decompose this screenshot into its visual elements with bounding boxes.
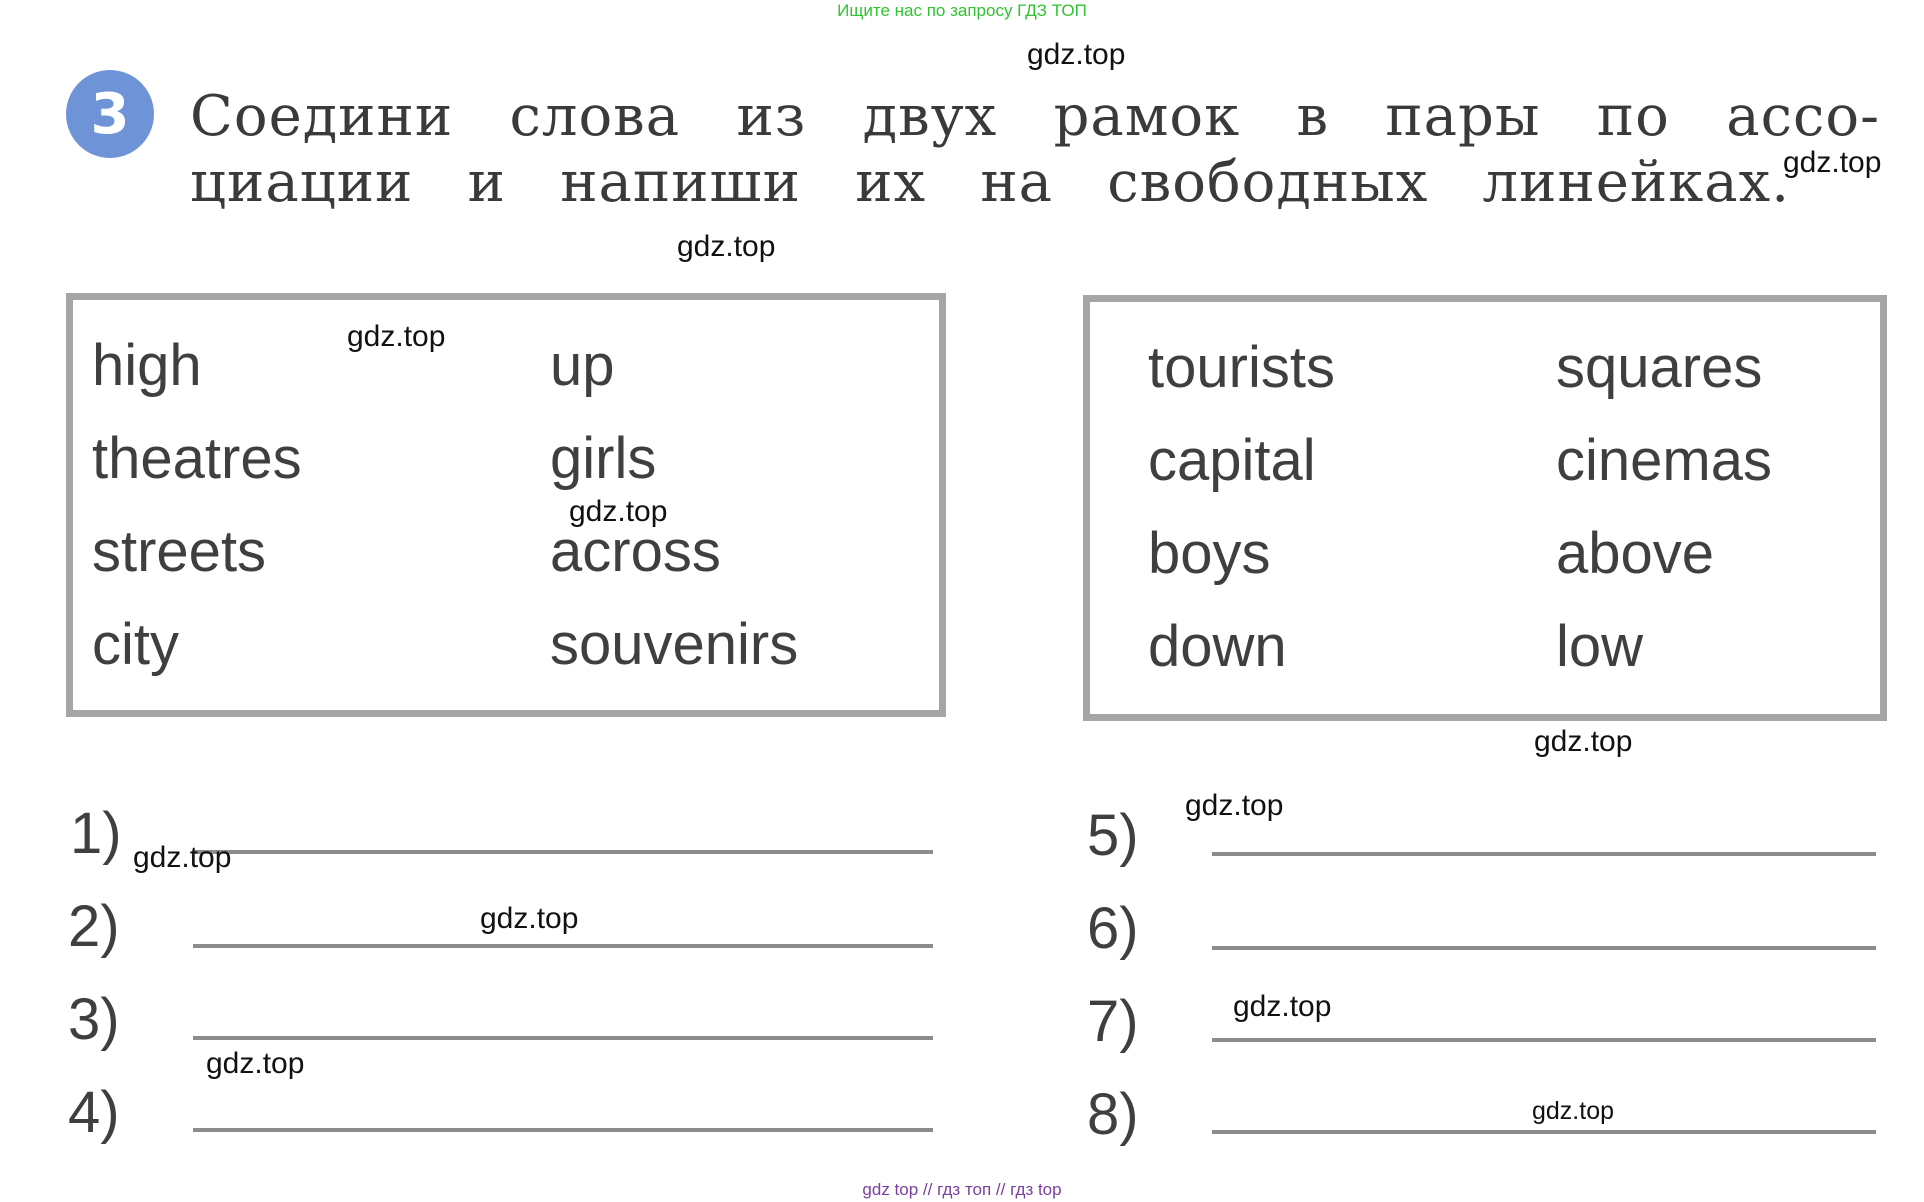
answer-number-2: 2) — [68, 894, 120, 959]
answer-line-5[interactable] — [1212, 852, 1876, 856]
header-banner[interactable]: Ищите нас по запросу ГДЗ ТОП — [837, 1, 1087, 20]
answer-number-7: 7) — [1087, 989, 1139, 1054]
word-left-col1-4: city — [92, 612, 179, 677]
word-left-col1-2: theatres — [92, 426, 302, 491]
word-left-col1-1: high — [92, 333, 202, 398]
word-right-col1-3: boys — [1148, 521, 1271, 586]
footer-banner[interactable]: gdz top // гдз топ // гдз top — [862, 1180, 1062, 1199]
word-left-col2-1: up — [550, 333, 615, 398]
word-right-col2-1: squares — [1556, 335, 1763, 400]
word-right-col2-2: cinemas — [1556, 428, 1772, 493]
word-right-col2-4: low — [1556, 614, 1644, 679]
watermark: gdz.top — [133, 841, 232, 874]
answer-line-6[interactable] — [1212, 946, 1876, 950]
watermark: gdz.top — [1233, 990, 1332, 1023]
answer-number-5: 5) — [1087, 803, 1139, 868]
watermark: gdz.top — [480, 902, 579, 935]
answer-number-8: 8) — [1087, 1082, 1139, 1147]
answer-line-4[interactable] — [193, 1128, 933, 1132]
word-left-col1-3: streets — [92, 519, 267, 584]
watermark: gdz.top — [677, 230, 776, 263]
word-right-col1-1: tourists — [1148, 335, 1335, 400]
watermark: gdz.top — [1027, 38, 1126, 71]
answer-line-2[interactable] — [193, 944, 933, 948]
watermark: gdz.top — [206, 1047, 305, 1080]
word-left-col2-2: girls — [550, 426, 657, 491]
watermark: gdz.top — [569, 495, 668, 528]
word-left-col2-3: across — [550, 519, 721, 584]
answer-number-4: 4) — [68, 1080, 120, 1145]
instruction-line-2: циации и напиши их на свободных линейках. — [190, 150, 1790, 215]
watermark: gdz.top — [1532, 1097, 1615, 1125]
watermark: gdz.top — [1185, 789, 1284, 822]
task-number-badge: 3 — [66, 70, 154, 158]
answer-line-7[interactable] — [1212, 1038, 1876, 1042]
word-right-col2-3: above — [1556, 521, 1715, 586]
watermark: gdz.top — [1783, 146, 1882, 179]
watermark: gdz.top — [1534, 725, 1633, 758]
word-right-col1-2: capital — [1148, 428, 1316, 493]
answer-line-3[interactable] — [193, 1036, 933, 1040]
answer-line-1[interactable] — [193, 850, 933, 854]
answer-number-3: 3) — [68, 987, 120, 1052]
answer-line-8[interactable] — [1212, 1130, 1876, 1134]
instruction-line-1: Соедини слова из двух рамок в пары по ассо- — [190, 84, 1880, 149]
word-right-col1-4: down — [1148, 614, 1287, 679]
answer-number-1: 1) — [70, 801, 122, 866]
word-left-col2-4: souvenirs — [550, 612, 799, 677]
answer-number-6: 6) — [1087, 896, 1139, 961]
watermark: gdz.top — [347, 320, 446, 353]
